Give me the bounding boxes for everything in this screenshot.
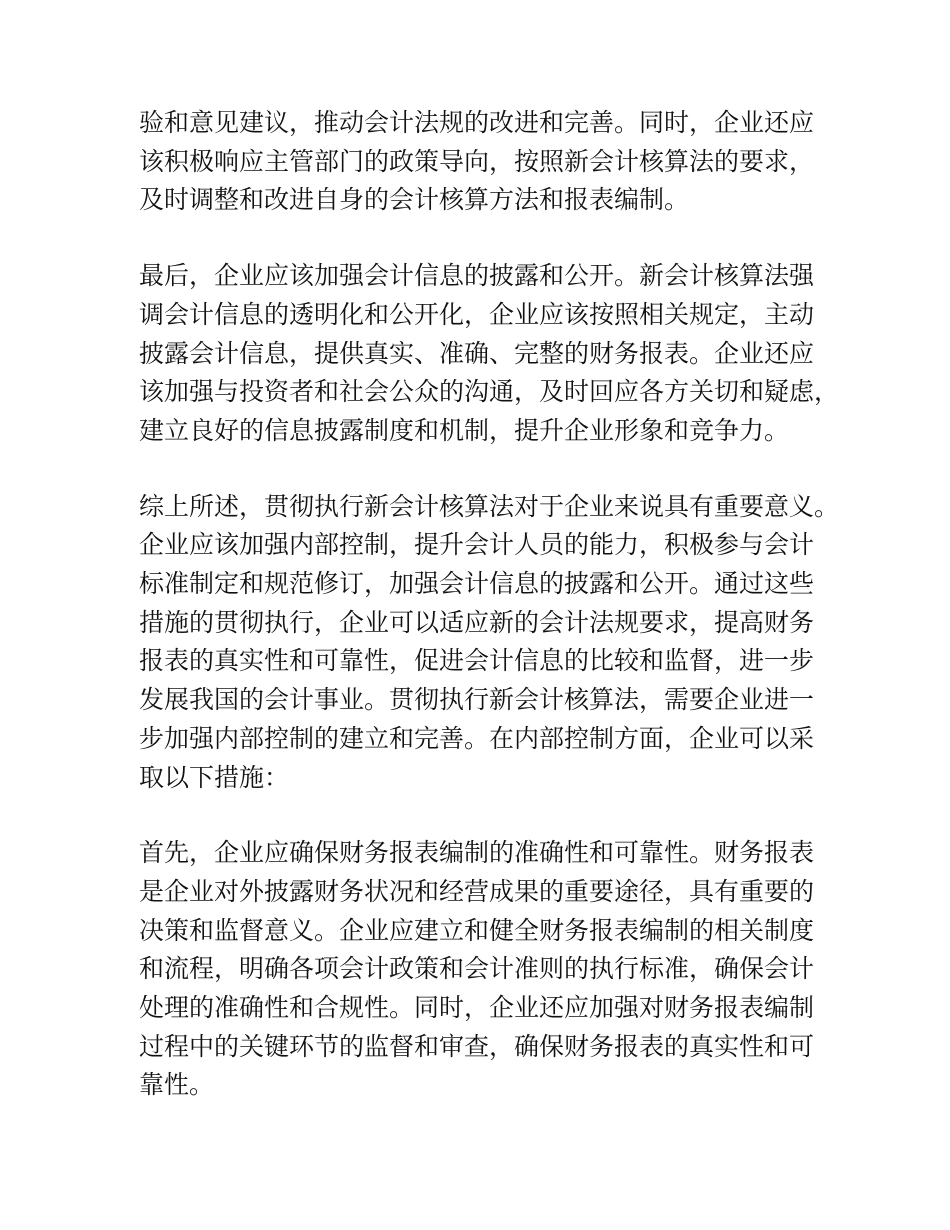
- text-line: 该加强与投资者和社会公众的沟通，及时回应各方关切和疑虑，: [139, 377, 840, 407]
- text-line: 取以下措施：: [139, 762, 290, 792]
- text-line: 综上所述，贯彻执行新会计核算法对于企业来说具有重要意义。: [139, 491, 840, 521]
- text-line: 调会计信息的透明化和公开化，企业应该按照相关规定，主动: [139, 299, 815, 329]
- text-line: 及时调整和改进自身的会计核算方法和报表编制。: [139, 185, 690, 215]
- text-line: 是企业对外披露财务状况和经营成果的重要途径，具有重要的: [139, 876, 815, 906]
- paragraph-legal-feedback: [139, 104, 819, 220]
- document-body: [139, 104, 840, 1142]
- text-line: 最后，企业应该加强会计信息的披露和公开。新会计核算法强: [139, 261, 815, 291]
- text-line: 建立良好的信息披露制度和机制，提升企业形象和竞争力。: [139, 415, 790, 445]
- text-line: 首先，企业应确保财务报表编制的准确性和可靠性。财务报表: [139, 838, 815, 868]
- text-line: 决策和监督意义。企业应建立和健全财务报表编制的相关制度: [139, 915, 815, 945]
- paragraph-summary: [139, 488, 840, 798]
- text-line: 靠性。: [139, 1070, 215, 1100]
- text-line: 过程中的关键环节的监督和审查，确保财务报表的真实性和可: [139, 1031, 815, 1061]
- paragraph-disclosure: [139, 257, 840, 451]
- text-line: 标准制定和规范修订，加强会计信息的披露和公开。通过这些: [139, 569, 815, 599]
- text-line: 和流程，明确各项会计政策和会计准则的执行标准，确保会计: [139, 954, 815, 984]
- text-line: 验和意见建议，推动会计法规的改进和完善。同时，企业还应: [139, 108, 815, 137]
- text-line: 企业应该加强内部控制，提升会计人员的能力，积极参与会计: [139, 530, 815, 560]
- text-line: 报表的真实性和可靠性，促进会计信息的比较和监督，进一步: [139, 646, 815, 676]
- text-line: 发展我国的会计事业。贯彻执行新会计核算法，需要企业进一: [139, 685, 815, 715]
- text-line: 该积极响应主管部门的政策导向，按照新会计核算法的要求，: [139, 146, 815, 176]
- text-line: 披露会计信息，提供真实、准确、完整的财务报表。企业还应: [139, 338, 815, 368]
- text-line: 措施的贯彻执行，企业可以适应新的会计法规要求，提高财务: [139, 607, 815, 637]
- text-line: 步加强内部控制的建立和完善。在内部控制方面，企业可以采: [139, 723, 815, 753]
- paragraph-financial-statements: [139, 834, 819, 1105]
- text-line: 处理的准确性和合规性。同时，企业还应加强对财务报表编制: [139, 993, 815, 1023]
